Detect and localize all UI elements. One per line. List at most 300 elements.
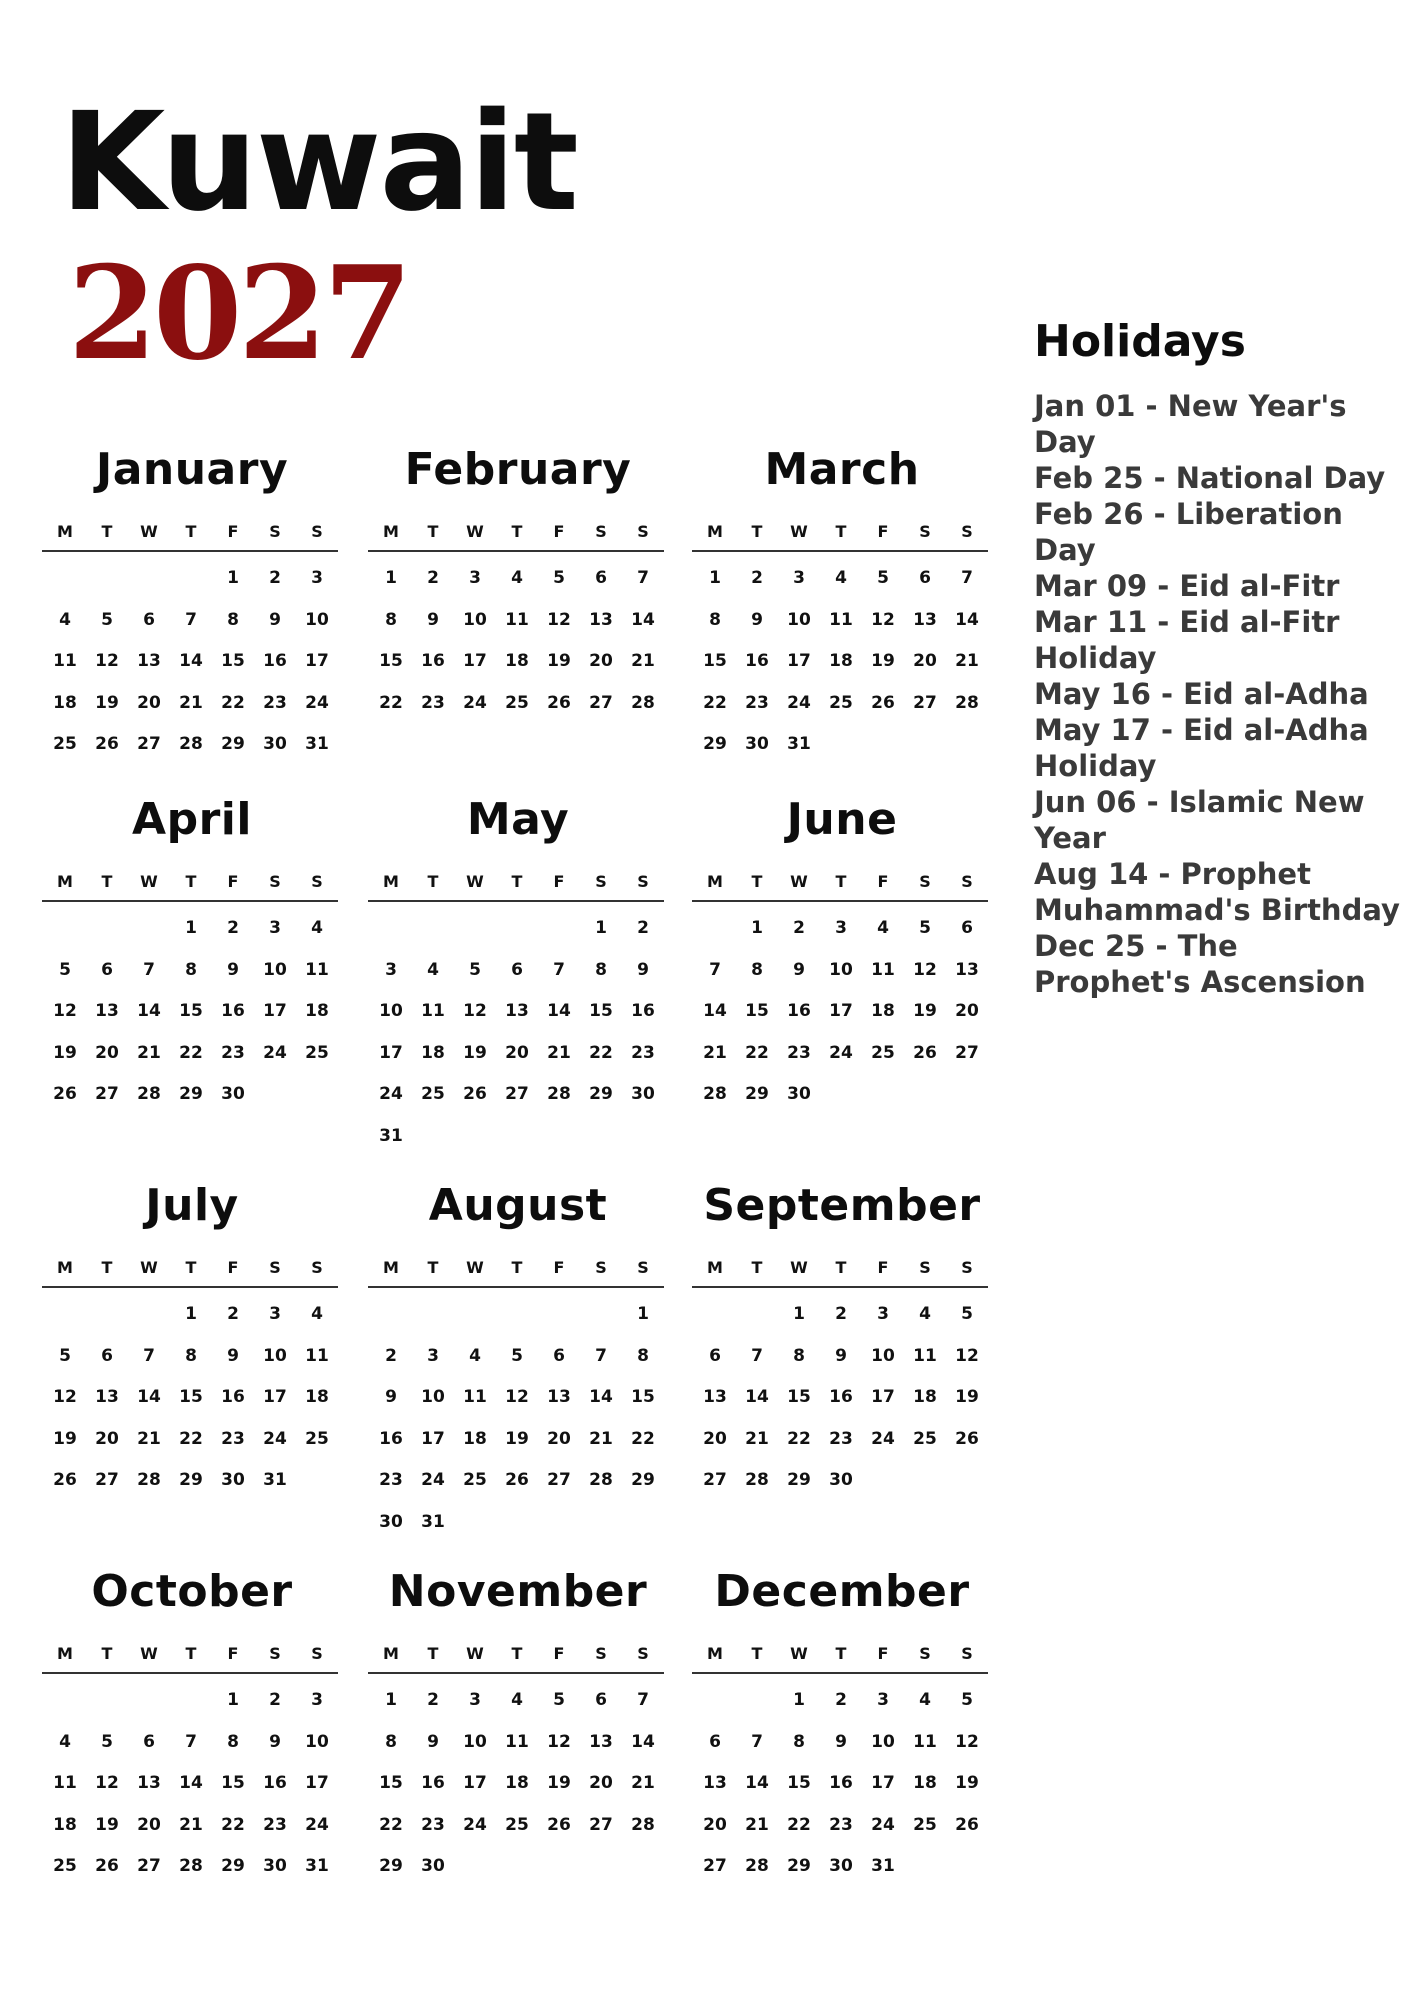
holiday-item: Jun 06 - Islamic New Year bbox=[1034, 785, 1365, 856]
day-cell: 10 bbox=[871, 1731, 895, 1752]
day-cell: 21 bbox=[547, 1042, 571, 1063]
day-cell: 26 bbox=[53, 1470, 77, 1490]
day-cell: 15 bbox=[787, 1773, 811, 1793]
day-cell: 20 bbox=[703, 1428, 727, 1449]
header-divider bbox=[368, 1672, 664, 1674]
day-cell: 18 bbox=[53, 692, 77, 713]
day-cell: 15 bbox=[179, 1001, 203, 1021]
day-cell: 16 bbox=[745, 651, 769, 671]
day-cell: 9 bbox=[269, 609, 281, 630]
weekday-label: F bbox=[227, 1258, 239, 1277]
day-cell: 24 bbox=[305, 692, 329, 713]
day-cell: 11 bbox=[53, 1773, 77, 1793]
day-cell: 14 bbox=[589, 1387, 613, 1407]
weekday-label: T bbox=[185, 522, 197, 541]
day-cell: 21 bbox=[631, 651, 655, 671]
month-november bbox=[368, 1566, 668, 1888]
day-cell: 25 bbox=[913, 1428, 937, 1449]
day-cell: 14 bbox=[137, 1387, 161, 1407]
day-cell: 24 bbox=[463, 1814, 487, 1835]
day-cell: 5 bbox=[511, 1345, 523, 1366]
day-cell: 6 bbox=[143, 1731, 155, 1752]
day-cell: 11 bbox=[505, 1731, 529, 1752]
day-cell: 16 bbox=[221, 1001, 245, 1021]
day-cell: 28 bbox=[955, 692, 979, 713]
holiday-item: Dec 25 - The Prophet's Ascension bbox=[1034, 929, 1366, 1000]
day-cell: 14 bbox=[745, 1773, 769, 1793]
day-cell: 13 bbox=[703, 1387, 727, 1407]
day-cell: 30 bbox=[631, 1084, 655, 1104]
month-name: January bbox=[95, 444, 289, 495]
day-cell: 20 bbox=[589, 651, 613, 671]
day-cell: 2 bbox=[793, 918, 805, 938]
day-cell: 14 bbox=[631, 1731, 655, 1752]
day-cell: 9 bbox=[227, 959, 239, 980]
day-cell: 16 bbox=[787, 1001, 811, 1021]
day-cell: 5 bbox=[877, 568, 889, 588]
day-cell: 28 bbox=[745, 1470, 769, 1490]
day-cell: 27 bbox=[589, 1814, 613, 1835]
day-cell: 12 bbox=[955, 1345, 979, 1366]
day-cell: 23 bbox=[829, 1428, 853, 1449]
holiday-item: Jan 01 - New Year's Day bbox=[1034, 389, 1347, 460]
day-cell: 26 bbox=[95, 1856, 119, 1876]
weekday-label: T bbox=[511, 872, 523, 891]
day-cell: 26 bbox=[547, 1814, 571, 1835]
empty-day-cell bbox=[44, 1680, 86, 1722]
day-cell: 18 bbox=[305, 1387, 329, 1407]
day-cell: 12 bbox=[95, 1773, 119, 1793]
day-cell: 10 bbox=[463, 1731, 487, 1752]
weekday-label: M bbox=[707, 872, 723, 891]
holidays-heading: Holidays bbox=[1034, 316, 1246, 367]
weekday-label: T bbox=[751, 1258, 763, 1277]
day-cell: 2 bbox=[385, 1345, 397, 1366]
day-cell: 19 bbox=[95, 1814, 119, 1835]
month-august bbox=[368, 1180, 668, 1543]
day-cell: 3 bbox=[469, 1690, 481, 1710]
day-cell: 6 bbox=[101, 1345, 113, 1366]
day-cell: 28 bbox=[547, 1084, 571, 1104]
holiday-item: Feb 26 - Liberation Day bbox=[1034, 497, 1343, 568]
day-cell: 8 bbox=[185, 1345, 197, 1366]
empty-day-cell bbox=[86, 1680, 128, 1722]
day-cell: 7 bbox=[637, 1690, 649, 1710]
day-cell: 14 bbox=[179, 1773, 203, 1793]
day-cell: 29 bbox=[787, 1856, 811, 1876]
day-cell: 17 bbox=[263, 1387, 287, 1407]
header-divider bbox=[42, 1672, 338, 1674]
day-cell: 19 bbox=[53, 1042, 77, 1063]
weekday-label: T bbox=[511, 522, 523, 541]
day-cell: 24 bbox=[379, 1084, 403, 1104]
weekday-label: F bbox=[553, 1644, 565, 1663]
day-cell: 24 bbox=[305, 1814, 329, 1835]
day-cell: 29 bbox=[221, 1856, 245, 1876]
day-cell: 19 bbox=[913, 1001, 937, 1021]
day-cell: 11 bbox=[829, 609, 853, 630]
day-cell: 20 bbox=[95, 1042, 119, 1063]
day-cell: 8 bbox=[793, 1731, 805, 1752]
day-cell: 18 bbox=[829, 651, 853, 671]
empty-day-cell bbox=[412, 908, 454, 950]
day-cell: 14 bbox=[137, 1001, 161, 1021]
day-cell: 21 bbox=[179, 692, 203, 713]
day-cell: 30 bbox=[787, 1084, 811, 1104]
day-cell: 3 bbox=[311, 568, 323, 588]
day-cell: 15 bbox=[221, 1773, 245, 1793]
weekday-label: S bbox=[637, 872, 649, 891]
day-cell: 27 bbox=[95, 1084, 119, 1104]
day-cell: 4 bbox=[311, 1304, 323, 1324]
day-cell: 10 bbox=[463, 609, 487, 630]
holidays-panel bbox=[1034, 318, 1404, 1000]
day-cell: 20 bbox=[547, 1428, 571, 1449]
day-cell: 17 bbox=[829, 1001, 853, 1021]
day-cell: 28 bbox=[179, 1856, 203, 1876]
weekday-label: M bbox=[707, 1258, 723, 1277]
day-cell: 1 bbox=[595, 918, 607, 938]
month-january bbox=[42, 444, 342, 766]
weekday-label: M bbox=[383, 1644, 399, 1663]
day-cell: 5 bbox=[101, 609, 113, 630]
day-cell: 10 bbox=[305, 1731, 329, 1752]
weekday-label: S bbox=[311, 1258, 323, 1277]
holiday-item: May 16 - Eid al-Adha bbox=[1034, 677, 1369, 712]
weekday-label: M bbox=[383, 1258, 399, 1277]
weekday-label: T bbox=[427, 522, 439, 541]
weekday-label: M bbox=[57, 872, 73, 891]
day-cell: 21 bbox=[137, 1428, 161, 1449]
day-cell: 15 bbox=[179, 1387, 203, 1407]
day-cell: 12 bbox=[95, 651, 119, 671]
empty-day-cell bbox=[370, 1294, 412, 1336]
day-cell: 29 bbox=[745, 1084, 769, 1104]
month-name: February bbox=[404, 444, 632, 495]
day-cell: 26 bbox=[463, 1084, 487, 1104]
day-cell: 12 bbox=[871, 609, 895, 630]
weekday-label: T bbox=[185, 872, 197, 891]
day-cell: 21 bbox=[589, 1428, 613, 1449]
day-cell: 8 bbox=[793, 1345, 805, 1366]
day-cell: 13 bbox=[137, 1773, 161, 1793]
day-cell: 4 bbox=[427, 959, 439, 980]
day-cell: 25 bbox=[463, 1470, 487, 1490]
holiday-item: Feb 25 - National Day bbox=[1034, 461, 1386, 496]
day-cell: 19 bbox=[505, 1428, 529, 1449]
day-cell: 27 bbox=[589, 692, 613, 713]
day-cell: 13 bbox=[589, 609, 613, 630]
day-cell: 7 bbox=[143, 959, 155, 980]
day-cell: 15 bbox=[703, 651, 727, 671]
day-cell: 13 bbox=[505, 1001, 529, 1021]
header-divider bbox=[692, 900, 988, 902]
header-divider bbox=[42, 550, 338, 552]
day-cell: 18 bbox=[421, 1042, 445, 1063]
day-cell: 19 bbox=[95, 692, 119, 713]
day-cell: 4 bbox=[511, 1690, 523, 1710]
day-cell: 10 bbox=[829, 959, 853, 980]
calendar-title: Kuwait bbox=[60, 84, 577, 242]
day-cell: 24 bbox=[871, 1428, 895, 1449]
day-cell: 16 bbox=[263, 1773, 287, 1793]
day-cell: 23 bbox=[631, 1042, 655, 1063]
day-cell: 28 bbox=[179, 734, 203, 754]
day-cell: 20 bbox=[913, 651, 937, 671]
month-name: November bbox=[388, 1566, 648, 1617]
header-divider bbox=[42, 1286, 338, 1288]
day-cell: 12 bbox=[547, 1731, 571, 1752]
day-cell: 6 bbox=[919, 568, 931, 588]
day-cell: 27 bbox=[95, 1470, 119, 1490]
empty-day-cell bbox=[538, 908, 580, 950]
weekday-label: T bbox=[427, 872, 439, 891]
weekday-label: S bbox=[919, 872, 931, 891]
day-cell: 17 bbox=[379, 1042, 403, 1063]
day-cell: 17 bbox=[421, 1428, 445, 1449]
month-name: July bbox=[145, 1180, 239, 1231]
day-cell: 4 bbox=[59, 1731, 71, 1752]
weekday-label: T bbox=[101, 872, 113, 891]
day-cell: 23 bbox=[221, 1042, 245, 1063]
empty-day-cell bbox=[170, 1680, 212, 1722]
day-cell: 15 bbox=[745, 1001, 769, 1021]
day-cell: 14 bbox=[703, 1001, 727, 1021]
day-cell: 23 bbox=[421, 1814, 445, 1835]
day-cell: 20 bbox=[95, 1428, 119, 1449]
day-cell: 27 bbox=[703, 1856, 727, 1876]
day-cell: 8 bbox=[385, 1731, 397, 1752]
weekday-label: M bbox=[57, 1644, 73, 1663]
weekday-label: F bbox=[553, 1258, 565, 1277]
weekday-label: T bbox=[835, 522, 847, 541]
empty-day-cell bbox=[496, 908, 538, 950]
day-cell: 18 bbox=[463, 1428, 487, 1449]
day-cell: 16 bbox=[631, 1001, 655, 1021]
day-cell: 8 bbox=[385, 609, 397, 630]
day-cell: 12 bbox=[547, 609, 571, 630]
day-cell: 9 bbox=[227, 1345, 239, 1366]
day-cell: 4 bbox=[835, 568, 847, 588]
day-cell: 21 bbox=[745, 1814, 769, 1835]
day-cell: 15 bbox=[787, 1387, 811, 1407]
day-cell: 24 bbox=[263, 1428, 287, 1449]
day-cell: 12 bbox=[53, 1001, 77, 1021]
day-cell: 3 bbox=[269, 918, 281, 938]
day-cell: 1 bbox=[793, 1304, 805, 1324]
day-cell: 15 bbox=[221, 651, 245, 671]
day-cell: 13 bbox=[95, 1001, 119, 1021]
day-cell: 20 bbox=[137, 1814, 161, 1835]
month-march bbox=[692, 444, 992, 766]
day-cell: 25 bbox=[305, 1428, 329, 1449]
day-cell: 31 bbox=[263, 1470, 287, 1490]
weekday-label: F bbox=[227, 1644, 239, 1663]
day-cell: 19 bbox=[955, 1773, 979, 1793]
day-cell: 21 bbox=[955, 651, 979, 671]
empty-day-cell bbox=[538, 1294, 580, 1336]
day-cell: 30 bbox=[421, 1856, 445, 1876]
day-cell: 27 bbox=[505, 1084, 529, 1104]
day-cell: 7 bbox=[595, 1345, 607, 1366]
day-cell: 18 bbox=[871, 1001, 895, 1021]
day-cell: 5 bbox=[59, 1345, 71, 1366]
day-cell: 18 bbox=[505, 1773, 529, 1793]
day-cell: 13 bbox=[95, 1387, 119, 1407]
day-cell: 16 bbox=[829, 1387, 853, 1407]
day-cell: 7 bbox=[185, 609, 197, 630]
weekday-label: S bbox=[311, 522, 323, 541]
day-cell: 6 bbox=[553, 1345, 565, 1366]
empty-day-cell bbox=[694, 1680, 736, 1722]
day-cell: 1 bbox=[385, 1690, 397, 1710]
day-cell: 7 bbox=[185, 1731, 197, 1752]
day-cell: 25 bbox=[829, 692, 853, 713]
weekday-label: S bbox=[269, 1644, 281, 1663]
day-cell: 21 bbox=[745, 1428, 769, 1449]
day-cell: 5 bbox=[59, 959, 71, 980]
day-cell: 31 bbox=[871, 1856, 895, 1876]
day-cell: 29 bbox=[179, 1470, 203, 1490]
day-cell: 27 bbox=[547, 1470, 571, 1490]
day-cell: 8 bbox=[751, 959, 763, 980]
day-cell: 23 bbox=[263, 1814, 287, 1835]
day-cell: 14 bbox=[745, 1387, 769, 1407]
month-december bbox=[692, 1566, 992, 1888]
day-cell: 5 bbox=[553, 568, 565, 588]
day-cell: 7 bbox=[143, 1345, 155, 1366]
day-cell: 15 bbox=[379, 1773, 403, 1793]
day-cell: 30 bbox=[829, 1470, 853, 1490]
day-cell: 9 bbox=[793, 959, 805, 980]
day-cell: 19 bbox=[463, 1042, 487, 1063]
weekday-label: W bbox=[140, 1258, 158, 1277]
day-cell: 23 bbox=[421, 692, 445, 713]
day-cell: 2 bbox=[835, 1690, 847, 1710]
weekday-label: W bbox=[466, 1258, 484, 1277]
day-cell: 26 bbox=[95, 734, 119, 754]
day-cell: 12 bbox=[505, 1387, 529, 1407]
weekday-label: T bbox=[427, 1258, 439, 1277]
weekday-label: T bbox=[185, 1258, 197, 1277]
day-cell: 6 bbox=[709, 1731, 721, 1752]
day-cell: 25 bbox=[871, 1042, 895, 1063]
day-cell: 24 bbox=[421, 1470, 445, 1490]
day-cell: 11 bbox=[421, 1001, 445, 1021]
day-cell: 30 bbox=[379, 1511, 403, 1532]
day-cell: 18 bbox=[913, 1387, 937, 1407]
day-cell: 25 bbox=[505, 1814, 529, 1835]
day-cell: 24 bbox=[871, 1814, 895, 1835]
day-cell: 2 bbox=[427, 1690, 439, 1710]
day-cell: 31 bbox=[305, 734, 329, 754]
weekday-label: S bbox=[637, 522, 649, 541]
day-cell: 28 bbox=[137, 1084, 161, 1104]
day-cell: 23 bbox=[829, 1814, 853, 1835]
day-cell: 11 bbox=[53, 651, 77, 671]
weekday-label: M bbox=[707, 1644, 723, 1663]
weekday-label: F bbox=[877, 522, 889, 541]
day-cell: 22 bbox=[221, 1814, 245, 1835]
day-cell: 28 bbox=[745, 1856, 769, 1876]
empty-day-cell bbox=[454, 908, 496, 950]
day-cell: 8 bbox=[637, 1345, 649, 1366]
day-cell: 29 bbox=[703, 734, 727, 754]
day-cell: 4 bbox=[919, 1304, 931, 1324]
holiday-item: Aug 14 - Prophet Muhammad's Birthday bbox=[1034, 857, 1400, 928]
weekday-label: S bbox=[269, 1258, 281, 1277]
day-cell: 11 bbox=[305, 1345, 329, 1366]
weekday-label: S bbox=[595, 1644, 607, 1663]
empty-day-cell bbox=[170, 558, 212, 600]
day-cell: 1 bbox=[185, 918, 197, 938]
day-cell: 4 bbox=[511, 568, 523, 588]
day-cell: 5 bbox=[553, 1690, 565, 1710]
weekday-label: S bbox=[269, 522, 281, 541]
day-cell: 22 bbox=[787, 1428, 811, 1449]
weekday-label: S bbox=[595, 872, 607, 891]
empty-day-cell bbox=[86, 908, 128, 950]
day-cell: 19 bbox=[871, 651, 895, 671]
day-cell: 9 bbox=[751, 609, 763, 630]
day-cell: 21 bbox=[179, 1814, 203, 1835]
weekday-label: S bbox=[311, 872, 323, 891]
day-cell: 7 bbox=[709, 959, 721, 980]
day-cell: 22 bbox=[745, 1042, 769, 1063]
day-cell: 2 bbox=[227, 918, 239, 938]
weekday-label: T bbox=[751, 872, 763, 891]
day-cell: 30 bbox=[221, 1084, 245, 1104]
day-cell: 28 bbox=[703, 1084, 727, 1104]
day-cell: 12 bbox=[955, 1731, 979, 1752]
weekday-label: F bbox=[877, 872, 889, 891]
day-cell: 20 bbox=[955, 1001, 979, 1021]
day-cell: 21 bbox=[703, 1042, 727, 1063]
month-june bbox=[692, 794, 992, 1116]
weekday-label: T bbox=[101, 1644, 113, 1663]
day-cell: 16 bbox=[421, 651, 445, 671]
day-cell: 31 bbox=[379, 1125, 403, 1146]
day-cell: 11 bbox=[871, 959, 895, 980]
header-divider bbox=[368, 1286, 664, 1288]
empty-day-cell bbox=[736, 1680, 778, 1722]
empty-day-cell bbox=[454, 1294, 496, 1336]
day-cell: 25 bbox=[913, 1814, 937, 1835]
day-cell: 16 bbox=[829, 1773, 853, 1793]
day-cell: 6 bbox=[595, 1690, 607, 1710]
day-cell: 11 bbox=[305, 959, 329, 980]
day-cell: 4 bbox=[919, 1690, 931, 1710]
day-cell: 2 bbox=[269, 1690, 281, 1710]
day-cell: 28 bbox=[137, 1470, 161, 1490]
day-cell: 4 bbox=[311, 918, 323, 938]
day-cell: 1 bbox=[751, 918, 763, 938]
weekday-label: W bbox=[140, 872, 158, 891]
day-cell: 7 bbox=[751, 1345, 763, 1366]
day-cell: 22 bbox=[379, 1814, 403, 1835]
day-cell: 3 bbox=[877, 1690, 889, 1710]
weekday-label: F bbox=[877, 1644, 889, 1663]
day-cell: 23 bbox=[745, 692, 769, 713]
weekday-label: W bbox=[140, 522, 158, 541]
weekday-label: T bbox=[751, 522, 763, 541]
day-cell: 1 bbox=[385, 568, 397, 588]
day-cell: 22 bbox=[787, 1814, 811, 1835]
day-cell: 12 bbox=[913, 959, 937, 980]
day-cell: 12 bbox=[463, 1001, 487, 1021]
day-cell: 13 bbox=[547, 1387, 571, 1407]
weekday-label: M bbox=[383, 872, 399, 891]
